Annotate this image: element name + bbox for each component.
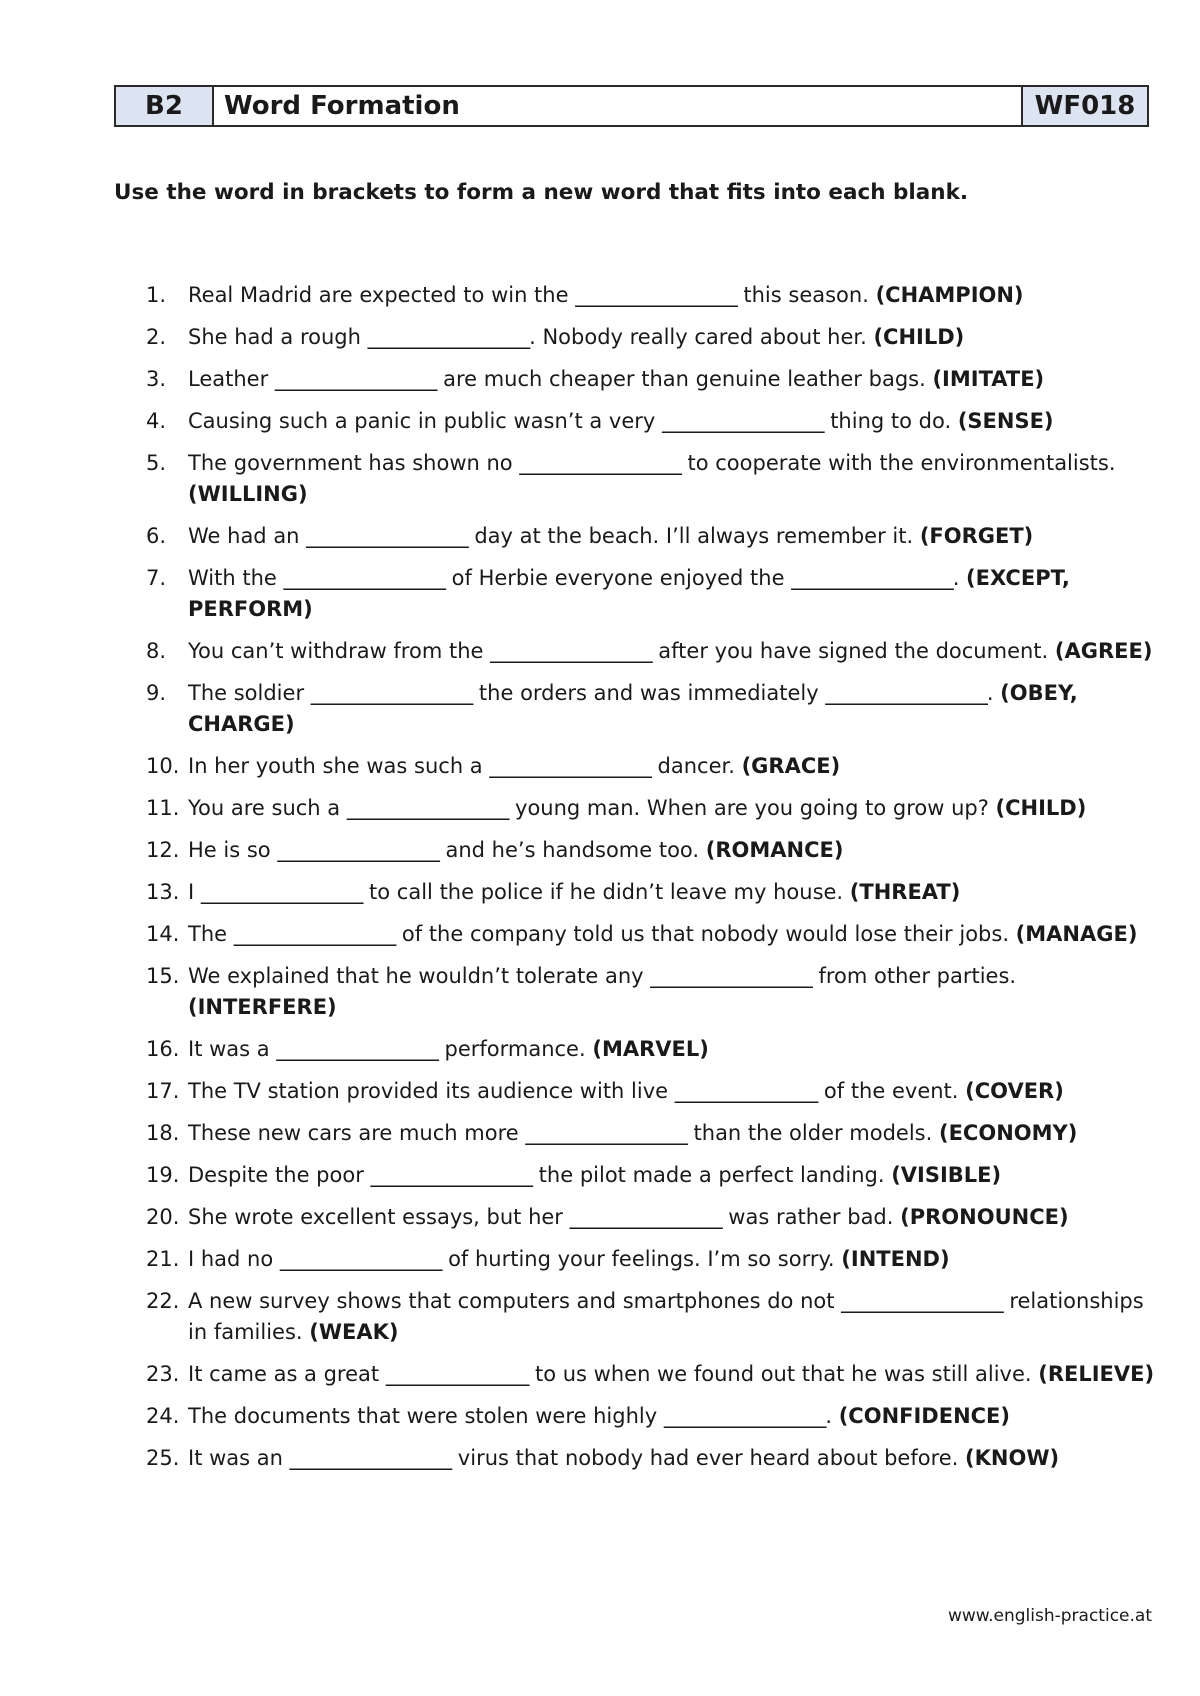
exercise-item [146,1202,1156,1233]
answer-blank[interactable]: _________________ [200,880,363,904]
exercise-item [146,835,1156,866]
word-hint: (CHAMPION) [875,283,1024,307]
exercise-number: 14. [146,922,180,946]
sentence-segment: You are such a [188,796,347,820]
exercise-item [146,1244,1156,1275]
word-hint: (OBEY, CHARGE) [188,681,1078,736]
word-hint: (GRACE) [741,754,841,778]
exercise-number: 21. [146,1247,180,1271]
answer-blank[interactable]: _________________ [279,1247,442,1271]
exercise-item [146,322,1156,353]
exercise-number: 9. [146,681,167,705]
answer-blank[interactable]: _________________ [276,1037,438,1061]
exercise-number: 24. [146,1404,180,1428]
sentence-segment: and he’s handsome too. [438,838,706,862]
sentence-segment: the orders and was immediately [472,681,826,705]
exercise-number: 20. [146,1205,180,1229]
exercise-item [146,793,1156,824]
exercise-text [188,322,1156,353]
answer-blank[interactable]: _________________ [519,451,681,475]
exercise-text [188,563,1156,625]
word-hint: (CONFIDENCE) [838,1404,1011,1428]
answer-blank[interactable]: _________________ [841,1289,1003,1313]
word-hint: (THREAT) [849,880,961,904]
sentence-segment: Causing such a panic in public wasn’t a very [188,409,663,433]
word-hint: (COVER) [965,1079,1064,1103]
exercise-text [188,1443,1156,1474]
exercise-item [146,1034,1156,1065]
sentence-segment: The TV station provided its audience with live [188,1079,675,1103]
exercise-text [188,280,1156,311]
sentence-segment: I [188,880,201,904]
word-hint: (MARVEL) [592,1037,709,1061]
exercise-number: 12. [146,838,180,862]
exercise-number: 19. [146,1163,180,1187]
sentence-segment: of Herbie everyone enjoyed the [445,566,792,590]
exercise-text [188,1244,1156,1275]
exercise-number: 17. [146,1079,180,1103]
word-hint: (AGREE) [1054,639,1153,663]
exercise-text [188,835,1156,866]
answer-blank[interactable]: _________________ [367,325,530,349]
instructions: Use the word in brackets to form a new word that fits into each blank. [114,180,969,205]
sentence-segment: We explained that he wouldn’t tolerate any [188,964,651,988]
sentence-segment: are much cheaper than genuine leather bags. [436,367,933,391]
exercise-text [188,1076,1156,1107]
exercise-item [146,563,1156,625]
word-hint: (MANAGE) [1015,922,1138,946]
exercise-number: 13. [146,880,180,904]
word-hint: (CHILD) [873,325,965,349]
exercise-number: 7. [146,566,167,590]
word-hint: (IMITATE) [932,367,1045,391]
answer-blank[interactable]: _______________ [385,1362,529,1386]
sentence-segment: Leather [188,367,275,391]
sentence-segment: The [188,922,234,946]
exercise-item [146,1118,1156,1149]
exercise-item [146,1443,1156,1474]
sentence-segment: to call the police if he didn’t leave my house. [362,880,850,904]
sentence-segment: was rather bad. [721,1205,901,1229]
answer-blank[interactable]: _________________ [525,1121,687,1145]
exercise-text [188,877,1156,908]
exercise-number: 16. [146,1037,180,1061]
exercise-text [188,1202,1156,1233]
exercise-number: 25. [146,1446,180,1470]
exercise-item [146,919,1156,950]
exercise-number: 5. [146,451,167,475]
answer-blank[interactable]: _________________ [825,681,987,705]
sentence-segment: dancer. [650,754,742,778]
exercise-number: 22. [146,1289,180,1313]
sentence-segment: this season. [736,283,876,307]
exercise-item [146,751,1156,782]
answer-blank[interactable]: _______________ [674,1079,818,1103]
word-hint: (SENSE) [957,409,1054,433]
sentence-segment: Despite the poor [188,1163,371,1187]
answer-blank[interactable]: _________________ [310,681,473,705]
answer-blank[interactable]: _________________ [663,1404,826,1428]
answer-blank[interactable]: _________________ [274,367,437,391]
sentence-segment: . [825,1404,839,1428]
word-hint: (INTEND) [841,1247,950,1271]
sentence-segment: of hurting your feelings. I’m so sorry. [441,1247,842,1271]
sentence-segment: young man. When are you going to grow up? [508,796,996,820]
answer-blank[interactable]: _________________ [306,524,468,548]
exercise-text [188,751,1156,782]
exercise-item [146,521,1156,552]
exercise-number: 1. [146,283,167,307]
word-hint: (INTERFERE) [188,995,337,1019]
exercise-text [188,919,1156,950]
sentence-segment: She had a rough [188,325,368,349]
exercise-text [188,1401,1156,1432]
sentence-segment: of the company told us that nobody would lose their jobs. [395,922,1016,946]
sentence-segment: day at the beach. I’ll always remember it. [467,524,920,548]
exercise-text [188,961,1156,1023]
exercise-text [188,793,1156,824]
exercise-text [188,1034,1156,1065]
sentence-segment: . [986,681,1001,705]
sentence-segment: The government has shown no [188,451,520,475]
sentence-segment: than the older models. [686,1121,939,1145]
exercise-item [146,448,1156,510]
sentence-segment: to cooperate with the environmentalists. [680,451,1116,475]
word-hint: (RELIEVE) [1038,1362,1155,1386]
word-hint: (VISIBLE) [891,1163,1002,1187]
exercise-item [146,280,1156,311]
answer-blank[interactable]: ________________ [569,1205,722,1229]
sentence-segment: We had an [188,524,307,548]
exercise-text [188,1359,1156,1390]
word-hint: (EXCEPT, PERFORM) [188,566,1070,621]
exercise-item [146,961,1156,1023]
sentence-segment: The soldier [188,681,311,705]
word-hint: (ROMANCE) [705,838,844,862]
sentence-segment: He is so [188,838,278,862]
exercise-number: 3. [146,367,167,391]
sentence-segment: Real Madrid are expected to win the [188,283,576,307]
exercise-text [188,678,1156,740]
exercise-item [146,364,1156,395]
sentence-segment: It was a [188,1037,277,1061]
worksheet-code: WF018 [1022,86,1148,126]
answer-blank[interactable]: _________________ [791,566,953,590]
sentence-segment: You can’t withdraw from the [188,639,491,663]
sentence-segment: She wrote excellent essays, but her [188,1205,570,1229]
exercise-number: 15. [146,964,180,988]
sentence-segment: after you have signed the document. [651,639,1055,663]
sentence-segment: The documents that were stolen were highly [188,1404,664,1428]
sentence-segment: to us when we found out that he was still alive. [528,1362,1039,1386]
exercise-item [146,877,1156,908]
answer-blank[interactable]: _________________ [489,754,651,778]
sentence-segment: of the event. [817,1079,966,1103]
exercise-item [146,1359,1156,1390]
exercise-item [146,1401,1156,1432]
worksheet-title: Word Formation [213,86,1022,126]
exercise-item [146,1076,1156,1107]
sentence-segment: from other parties. [811,964,1017,988]
exercise-text [188,364,1156,395]
answer-blank[interactable]: _________________ [283,566,445,590]
answer-blank[interactable]: _________________ [233,922,396,946]
exercise-text [188,521,1156,552]
word-hint: (FORGET) [919,524,1034,548]
exercise-text [188,406,1156,437]
footer-url: www.english-practice.at [947,1606,1152,1626]
sentence-segment: the pilot made a perfect landing. [532,1163,892,1187]
word-hint: (CHILD) [995,796,1087,820]
exercise-list [146,280,1156,1485]
exercise-text [188,448,1156,510]
sentence-segment: relationships in families. [188,1289,1144,1344]
exercise-number: 23. [146,1362,180,1386]
level-badge: B2 [115,86,213,126]
answer-blank[interactable]: _________________ [490,639,652,663]
sentence-segment: . [952,566,967,590]
answer-blank[interactable]: _________________ [289,1446,452,1470]
sentence-segment: With the [188,566,284,590]
answer-blank[interactable]: _________________ [575,283,737,307]
sentence-segment: . Nobody really cared about her. [529,325,874,349]
word-hint: (WEAK) [309,1320,399,1344]
sentence-segment: performance. [437,1037,593,1061]
word-hint: (KNOW) [965,1446,1060,1470]
exercise-number: 8. [146,639,167,663]
exercise-number: 11. [146,796,180,820]
sentence-segment: In her youth she was such a [188,754,490,778]
word-hint: (WILLING) [188,482,308,506]
exercise-number: 2. [146,325,167,349]
exercise-number: 18. [146,1121,180,1145]
answer-blank[interactable]: _________________ [650,964,812,988]
exercise-number: 6. [146,524,167,548]
exercise-item [146,1160,1156,1191]
exercise-item [146,1286,1156,1348]
sentence-segment: thing to do. [823,409,958,433]
sentence-segment: It was an [188,1446,290,1470]
sentence-segment: These new cars are much more [188,1121,526,1145]
exercise-text [188,636,1156,667]
exercise-item [146,678,1156,740]
sentence-segment: virus that nobody had ever heard about before. [451,1446,966,1470]
exercise-text [188,1286,1156,1348]
exercise-number: 4. [146,409,167,433]
sentence-segment: A new survey shows that computers and smartphones do not [188,1289,842,1313]
worksheet-header [114,85,1149,127]
exercise-item [146,636,1156,667]
word-hint: (ECONOMY) [938,1121,1078,1145]
exercise-text [188,1160,1156,1191]
exercise-item [146,406,1156,437]
sentence-segment: I had no [188,1247,280,1271]
answer-blank[interactable]: _________________ [370,1163,532,1187]
answer-blank[interactable]: _________________ [662,409,824,433]
exercise-text [188,1118,1156,1149]
word-hint: (PRONOUNCE) [900,1205,1069,1229]
exercise-number: 10. [146,754,180,778]
sentence-segment: It came as a great [188,1362,386,1386]
answer-blank[interactable]: _________________ [346,796,509,820]
answer-blank[interactable]: _________________ [277,838,439,862]
